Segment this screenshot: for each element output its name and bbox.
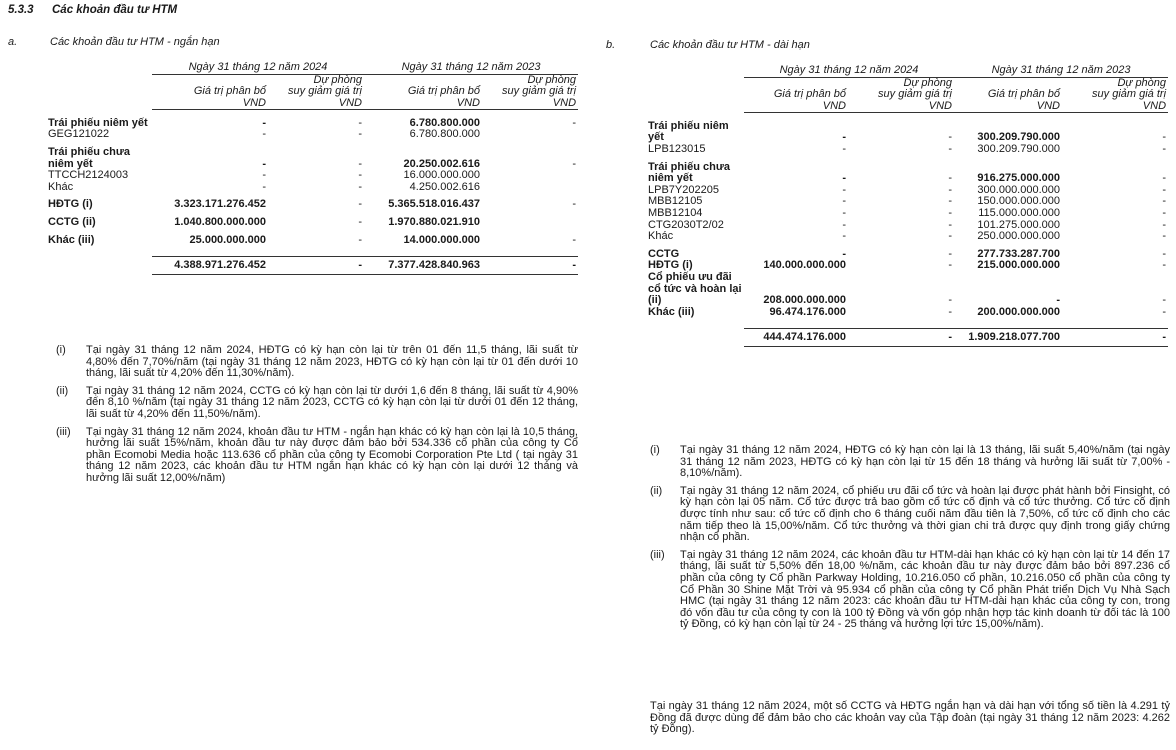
row-label: Khác (iii) <box>48 233 95 246</box>
row-label: Cổ phiếu ưu đãi cổ tức và hoàn lại (ii) <box>648 271 742 307</box>
row-label: CCTG <box>648 247 680 260</box>
provision-2024: - <box>948 305 953 318</box>
row-label: LPB7Y202205 <box>648 183 719 196</box>
col-header-provision-2023: Dự phòng suy giảm giá trị <box>1092 76 1167 101</box>
provision-2024: - <box>358 180 363 193</box>
table-row <box>46 118 578 130</box>
provision-2023 <box>482 129 578 141</box>
provision-2023: - <box>1162 131 1167 144</box>
provision-2023: - <box>1162 195 1167 208</box>
short-term-heading <box>8 36 220 48</box>
provision-2024: - <box>358 169 363 182</box>
footnote-text: Tại ngày 31 tháng 12 năm 2024, HĐTG có kỳ hạn còn lại từ trên 01 đến 11,5 tháng, lãi suất từ 4,80% đến 7,70%/năm (tại ngày 31 tháng 12 năm 2023, HĐTG có kỳ hạn còn lại từ 01 đến dưới 10 tháng, lãi suất từ 4,20% đến 11,30%/năm). <box>86 344 578 380</box>
footnote-tag: (ii) <box>650 484 663 497</box>
row-label: HĐTG (i) <box>48 198 93 211</box>
table-row <box>646 272 1168 307</box>
long-term-notes <box>650 445 1170 637</box>
row-label: CCTG (ii) <box>48 216 96 229</box>
provision-2023: - <box>572 157 577 170</box>
row-label: MBB12104 <box>648 207 703 220</box>
footnote-text: Tại ngày 31 tháng 12 năm 2024, khoản đầu tư HTM - ngắn hạn khác có kỳ hạn còn lại là 10,5 tháng, hưởng lãi suất 15%/năm, khoản đầu tư này được đảm bảo bởi 534.336 cổ phần của công ty Cổ phần Ecomobi Media hoặc 113.636 cổ phần của công ty Ecomobi Corporation Pte Ltd ( tại ngày 31 tháng 12 năm 2023, các khoản đầu tư HTM ngắn hạn khác có kỳ hạn còn lại dưới 12 tháng và hưởng lãi suất 12,00%/năm) <box>86 425 578 484</box>
provision-2023: - <box>572 116 577 129</box>
provision-2024: - <box>948 247 953 260</box>
value-2023: 200.000.000.000 <box>977 305 1061 318</box>
provision-2024: - <box>358 216 363 229</box>
col-header-provision-2024: Dự phòng suy giảm giá trị <box>288 73 363 98</box>
section-number: 5.3.3 <box>8 4 34 16</box>
value-2024: 25.000.000.000 <box>189 233 266 246</box>
provision-2024: - <box>358 233 363 246</box>
value-2024: - <box>842 247 846 260</box>
provision-2024: - <box>948 183 953 196</box>
section-title: Các khoản đầu tư HTM <box>52 4 178 16</box>
col-unit: VND <box>744 101 848 113</box>
value-2023: 14.000.000.000 <box>403 233 481 246</box>
value-2023: 300.000.000.000 <box>977 183 1061 196</box>
long-term-table <box>646 65 1168 347</box>
col-header-value-2024: Giá trị phân bổ <box>773 88 846 101</box>
value-2024: 1.040.800.000.000 <box>174 216 266 229</box>
col-unit: VND <box>1062 101 1168 113</box>
provision-2024: - <box>948 230 953 243</box>
row-label: Trái phiếu chưa niêm yết <box>48 146 130 170</box>
value-2024: - <box>262 116 266 129</box>
footnote <box>56 386 578 421</box>
provision-2023: - <box>1162 143 1167 156</box>
long-term-date-2023: Ngày 31 tháng 12 năm 2023 <box>954 65 1168 77</box>
value-2023: 300.209.790.000 <box>977 131 1061 144</box>
value-2024: - <box>262 180 266 193</box>
value-2023: 250.000.000.000 <box>977 230 1061 243</box>
row-label: Khác <box>48 180 74 193</box>
table-row <box>46 182 578 194</box>
col-header-value-2023: Giá trị phân bổ <box>987 88 1061 101</box>
value-2023: 5.365.518.016.437 <box>388 198 481 211</box>
value-2023: 20.250.002.616 <box>403 157 481 170</box>
total-p23: - <box>482 256 578 275</box>
value-2023: 150.000.000.000 <box>977 195 1061 208</box>
table-row <box>646 144 1168 156</box>
row-label: Trái phiếu niêm yết <box>48 116 148 129</box>
provision-2023 <box>482 182 578 194</box>
value-2024: 96.474.176.000 <box>769 305 846 318</box>
col-header-value-2024: Giá trị phân bổ <box>193 85 266 98</box>
table-row <box>46 217 578 229</box>
row-label: LPB123015 <box>648 143 706 156</box>
col-header-value-2023: Giá trị phân bổ <box>407 85 481 98</box>
value-2023: 300.209.790.000 <box>977 143 1061 156</box>
table-row <box>646 249 1168 261</box>
provision-2024: - <box>948 259 953 272</box>
short-term-notes <box>56 345 578 491</box>
short-term-letter: a. <box>8 36 18 48</box>
row-label: Khác (iii) <box>648 305 695 318</box>
long-term-heading <box>606 39 810 51</box>
provision-2023: - <box>1162 207 1167 220</box>
row-label: TTCCH2124003 <box>48 169 129 182</box>
provision-2023: - <box>1162 305 1167 318</box>
table-row <box>46 170 578 182</box>
col-unit: VND <box>152 98 268 110</box>
section-heading <box>8 4 177 16</box>
provision-2023: - <box>1162 183 1167 196</box>
value-2024: - <box>842 143 846 156</box>
value-2024: - <box>842 218 846 231</box>
footnote-tag: (i) <box>56 344 66 356</box>
footnote <box>650 550 1170 631</box>
col-header-provision-2023: Dự phòng suy giảm giá trị <box>502 73 577 98</box>
value-2024: - <box>842 183 846 196</box>
footnote <box>56 345 578 380</box>
footnote-text: Tại ngày 31 tháng 12 năm 2024, các khoản đầu tư HTM-dài hạn khác có kỳ hạn còn lại từ 14 đến 17 tháng, lãi suất từ 5,50% đến 18,00 %/năm, các khoản đầu tư này được đảm bảo bởi 897.236 cổ phần của công ty Cổ phần Parkway Holding, 10.216.050 cổ phần, 10.216.050 cổ phần của công ty Cổ Phần 30 Shine Mặt Trời và 95.934 cổ phần của công ty Cổ phần Phát triển Dịch Vụ Nhà Sạch HMC (tại ngày 31 tháng 12 năm 2023: các khoản đầu tư HTM-dài hạn khác của công ty con, trong đó vốn đầu tư của công ty con là 100 tỷ Đồng và vốn góp nhận hợp tác kinh doanh từ đối tác là 100 tỷ Đồng, có kỳ hạn còn lại từ 24 - 25 tháng và hưởng lợi tức 15,00%/năm). <box>680 548 1170 631</box>
value-2023: 101.275.000.000 <box>977 218 1061 231</box>
provision-2023 <box>482 217 578 229</box>
long-term-letter: b. <box>606 39 616 51</box>
value-2024: - <box>842 195 846 208</box>
footnote <box>650 445 1170 480</box>
col-header-provision-2024: Dự phòng suy giảm giá trị <box>878 76 953 101</box>
row-label: GEG121022 <box>48 128 110 141</box>
value-2023: 916.275.000.000 <box>977 172 1061 185</box>
row-label: Trái phiếu niêm yết <box>648 119 729 144</box>
footnote-text: Tại ngày 31 tháng 12 năm 2024, HĐTG có kỳ hạn còn lại là 13 tháng, lãi suất 5,40%/năm (tại ngày 31 tháng 12 năm 2023, HĐTG có kỳ hạn còn lại từ 15 đến 18 tháng và hưởng lãi suất từ 7,00% - 8,10%/năm). <box>680 444 1170 480</box>
provision-2023 <box>482 170 578 182</box>
footnote-text: Tại ngày 31 tháng 12 năm 2024, CCTG có kỳ hạn còn lại từ dưới 1,6 đến 8 tháng, lãi suất từ 4,90% đến 8,10 %/năm (tại ngày 31 tháng 12 năm 2023, CCTG có kỳ hạn còn lại từ dưới 01 đến 12 tháng, lãi suất từ 4,20% đến 11,50%/năm). <box>86 384 578 420</box>
row-label: Khác <box>648 230 674 243</box>
provision-2024: - <box>948 207 953 220</box>
footnote-text: Tại ngày 31 tháng 12 năm 2024, cổ phiếu ưu đãi cổ tức và hoàn lại được phát hành bởi Finsight, có kỳ hạn còn lại 05 năm. Cổ tức được trả bao gồm cổ tức cố định và cổ tức thưởng. Cổ tức cố định được tính như sau: cổ tức cố định cho 6 tháng cuối năm đầu tiên là 7,50%, cổ tức cố định cho các năm tiếp theo là 15,00%/năm. Cổ tức thưởng và thời gian chi trả được quy định trong giấy chứng nhận cổ phần. <box>680 484 1170 544</box>
total-row <box>46 256 578 275</box>
value-2023: - <box>1056 294 1061 307</box>
table-row <box>646 231 1168 243</box>
table-row <box>646 196 1168 208</box>
provision-2023: - <box>1162 294 1167 307</box>
total-v24: 444.474.176.000 <box>744 328 848 347</box>
pledge-paragraph: Tại ngày 31 tháng 12 năm 2024, một số CCTG và HĐTG ngắn hạn và dài hạn với tổng số tiền là 4.291 tỷ Đồng đã được dùng để đảm bảo cho các khoản vay của Tập đoàn (tại ngày 31 tháng 12 năm 2023: 4.262 tỷ Đồng). <box>650 700 1170 736</box>
table-row <box>646 208 1168 220</box>
provision-2024: - <box>948 218 953 231</box>
total-v23: 7.377.428.840.963 <box>364 256 482 275</box>
col-unit: VND <box>268 98 364 110</box>
row-label: MBB12105 <box>648 195 703 208</box>
value-2024: - <box>842 131 846 144</box>
col-unit: VND <box>848 101 954 113</box>
total-p24: - <box>268 256 364 275</box>
footnote-tag: (ii) <box>56 384 69 397</box>
provision-2024: - <box>948 294 953 307</box>
short-term-date-2024: Ngày 31 tháng 12 năm 2024 <box>152 62 364 74</box>
provision-2024: - <box>358 128 363 141</box>
value-2023: 4.250.002.616 <box>409 180 481 193</box>
total-v24: 4.388.971.276.452 <box>152 256 268 275</box>
short-term-date-2023: Ngày 31 tháng 12 năm 2023 <box>364 62 578 74</box>
value-2024: 3.323.171.276.452 <box>174 198 266 211</box>
footnote <box>650 486 1170 544</box>
value-2023: 277.733.287.700 <box>977 247 1061 260</box>
provision-2024: - <box>358 198 363 211</box>
provision-2023: - <box>1162 230 1167 243</box>
table-row <box>46 235 578 247</box>
table-row <box>46 129 578 141</box>
long-term-title: Các khoản đầu tư HTM - dài hạn <box>650 39 810 51</box>
provision-2023: - <box>1162 218 1167 231</box>
value-2024: 140.000.000.000 <box>763 259 846 272</box>
provision-2024: - <box>358 157 363 170</box>
row-label: Trái phiếu chưa niêm yết <box>648 160 730 185</box>
provision-2024: - <box>948 195 953 208</box>
table-row <box>46 147 578 170</box>
provision-2024: - <box>948 143 953 156</box>
value-2024: - <box>262 157 266 170</box>
footnote-tag: (iii) <box>56 425 71 438</box>
provision-2024: - <box>948 172 953 185</box>
row-label: CTG2030T2/02 <box>648 218 724 231</box>
long-term-date-2024: Ngày 31 tháng 12 năm 2024 <box>744 65 954 77</box>
total-p23: - <box>1062 328 1168 347</box>
col-unit: VND <box>482 98 578 110</box>
value-2024: - <box>842 230 846 243</box>
value-2023: 6.780.800.000 <box>409 128 481 141</box>
table-row <box>646 220 1168 232</box>
row-label: HĐTG (i) <box>648 259 693 272</box>
provision-2023: - <box>1162 172 1167 185</box>
short-term-table <box>46 62 578 275</box>
value-2023: 6.780.800.000 <box>409 116 481 129</box>
provision-2023: - <box>572 198 577 211</box>
table-row <box>646 185 1168 197</box>
value-2024: 208.000.000.000 <box>763 294 846 307</box>
table-row <box>646 307 1168 319</box>
value-2023: 16.000.000.000 <box>403 169 481 182</box>
provision-2023: - <box>1162 259 1167 272</box>
footnote-tag: (iii) <box>650 548 665 561</box>
col-unit: VND <box>954 101 1062 113</box>
value-2024: - <box>842 172 846 185</box>
value-2023: 215.000.000.000 <box>977 259 1061 272</box>
footnote <box>56 427 578 485</box>
value-2023: 1.970.880.021.910 <box>388 216 481 229</box>
table-row <box>646 121 1168 144</box>
footnote-tag: (i) <box>650 444 660 456</box>
short-term-title: Các khoản đầu tư HTM - ngắn hạn <box>50 36 220 48</box>
value-2024: - <box>262 128 266 141</box>
table-row <box>46 199 578 211</box>
provision-2023: - <box>1162 247 1167 260</box>
col-unit: VND <box>364 98 482 110</box>
value-2023: 115.000.000.000 <box>978 207 1061 220</box>
provision-2023: - <box>572 233 577 246</box>
value-2024: - <box>842 207 846 220</box>
provision-2024: - <box>358 116 363 129</box>
total-p24: - <box>848 328 954 347</box>
total-row <box>646 328 1168 347</box>
value-2024: - <box>262 169 266 182</box>
total-v23: 1.909.218.077.700 <box>954 328 1062 347</box>
table-row <box>646 162 1168 185</box>
provision-2024: - <box>948 131 953 144</box>
